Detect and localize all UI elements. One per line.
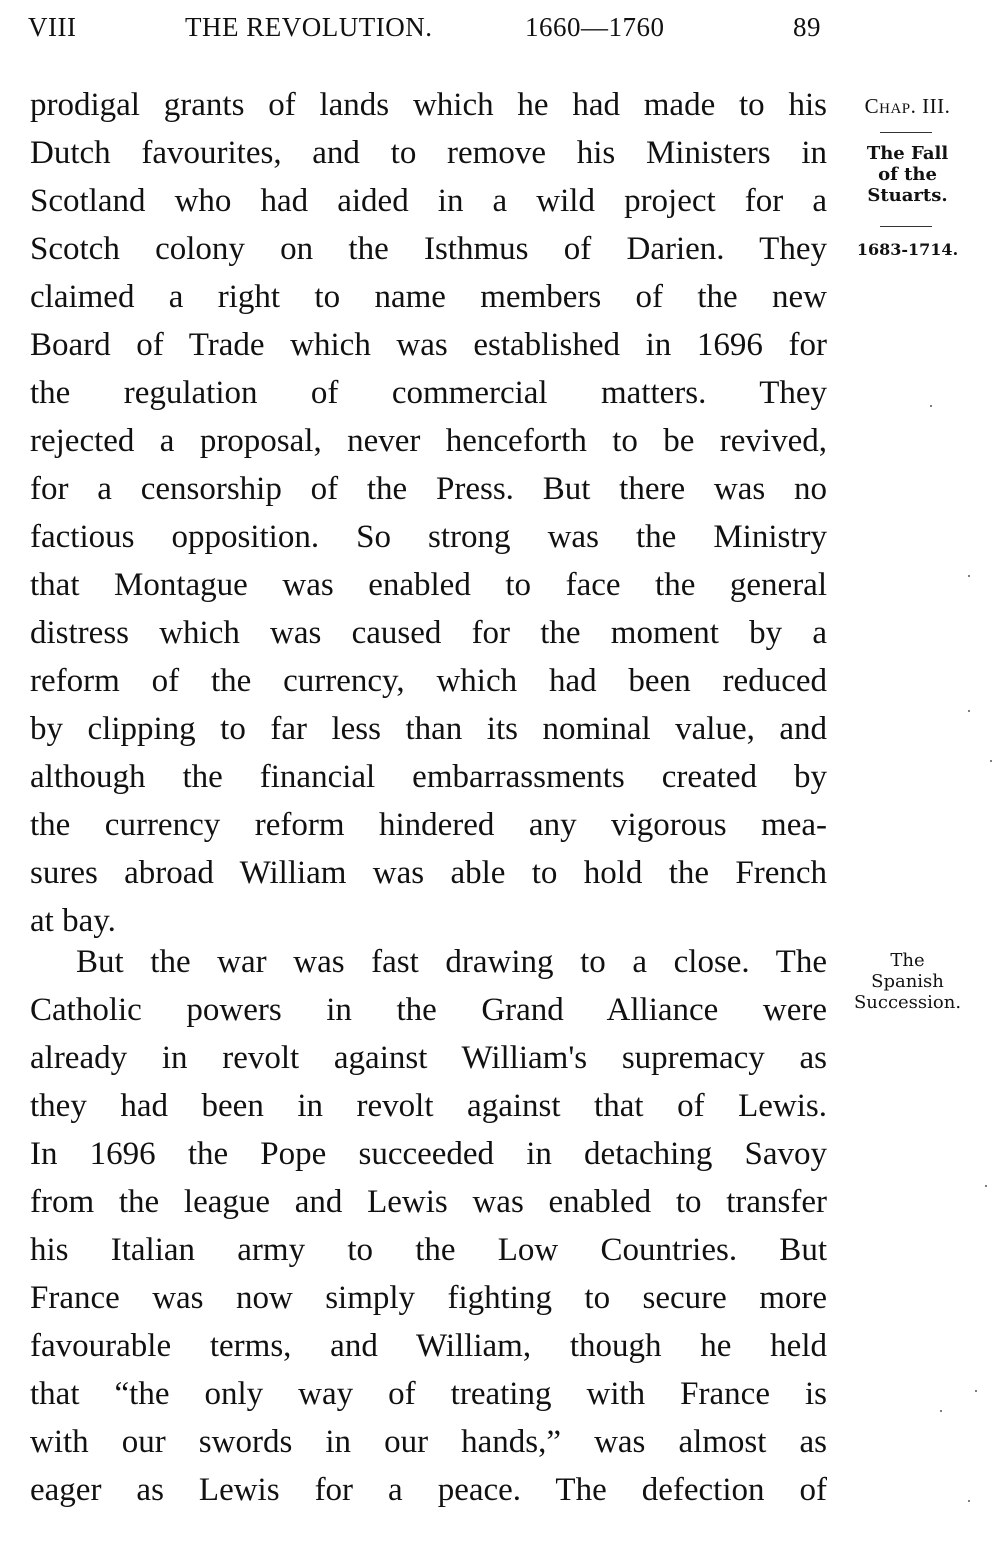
scan-speck [940, 1410, 942, 1412]
margin-section-spanish-succession [835, 950, 980, 1013]
text-line: they had been in revolt against that of Lewis. [30, 1088, 827, 1124]
scan-speck [975, 1390, 977, 1392]
text-line: that Montague was enabled to face the general [30, 567, 827, 603]
text-line: distress which was caused for the moment by a [30, 615, 827, 651]
text-line: Board of Trade which was established in 1696 for [30, 327, 827, 363]
margin-line: The Fall [866, 143, 949, 164]
scan-speck [968, 575, 970, 577]
scan-speck [990, 760, 992, 762]
text-line: already in revolt against William's supremacy as [30, 1040, 827, 1076]
text-line: from the league and Lewis was enabled to transfer [30, 1184, 827, 1220]
text-line: eager as Lewis for a peace. The defection of [30, 1472, 827, 1508]
text-line: France was now simply fighting to secure more [30, 1280, 827, 1316]
text-line: rejected a proposal, never henceforth to be revived, [30, 423, 827, 459]
text-line: Dutch favourites, and to remove his Ministers in [30, 135, 827, 171]
header-title: THE REVOLUTION. [185, 12, 433, 42]
header-chapter-number: VIII [28, 12, 77, 42]
text-line: by clipping to far less than its nominal value, and [30, 711, 827, 747]
text-line: claimed a right to name members of the new [30, 279, 827, 315]
margin-line: Stuarts. [867, 185, 948, 206]
margin-line: of the [878, 164, 937, 185]
text-line: at bay. [30, 903, 116, 939]
text-line: factious opposition. So strong was the Ministry [30, 519, 827, 555]
text-line: his Italian army to the Low Countries. But [30, 1232, 827, 1268]
text-line: although the financial embarrassments created by [30, 759, 827, 795]
page-number: 89 [793, 12, 821, 42]
text-line: prodigal grants of lands which he had made to his [30, 87, 827, 123]
text-line: that “the only way of treating with France is [30, 1376, 827, 1412]
text-line: favourable terms, and William, though he held [30, 1328, 827, 1364]
scan-speck [968, 710, 970, 712]
text-line: Scotland who had aided in a wild project for a [30, 183, 827, 219]
text-line: In 1696 the Pope succeeded in detaching Savoy [30, 1136, 827, 1172]
scan-speck [930, 405, 932, 407]
text-line: reform of the currency, which had been reduced [30, 663, 827, 699]
text-line: Scotch colony on the Isthmus of Darien. They [30, 231, 827, 267]
text-line: But the war was fast drawing to a close. The [76, 944, 827, 980]
margin-rule [880, 226, 932, 227]
text-line: Catholic powers in the Grand Alliance were [30, 992, 827, 1028]
text-line: sures abroad William was able to hold the French [30, 855, 827, 891]
margin-line: Succession. [853, 992, 962, 1013]
text-line: for a censorship of the Press. But there was no [30, 471, 827, 507]
text-line: with our swords in our hands,” was almost as [30, 1424, 827, 1460]
margin-line: The [890, 950, 925, 971]
header-years: 1660—1760 [525, 12, 665, 42]
margin-section-fall-of-stuarts [845, 143, 970, 206]
margin-chapter-label: Chap. III. [864, 94, 951, 118]
margin-line: Spanish [871, 971, 944, 992]
text-line: the currency reform hindered any vigorous mea- [30, 807, 827, 843]
margin-rule [880, 132, 932, 133]
scan-speck [985, 1185, 987, 1187]
text-line: the regulation of commercial matters. They [30, 375, 827, 411]
scan-speck [968, 1500, 970, 1502]
margin-section-years: 1683-1714. [856, 240, 959, 259]
